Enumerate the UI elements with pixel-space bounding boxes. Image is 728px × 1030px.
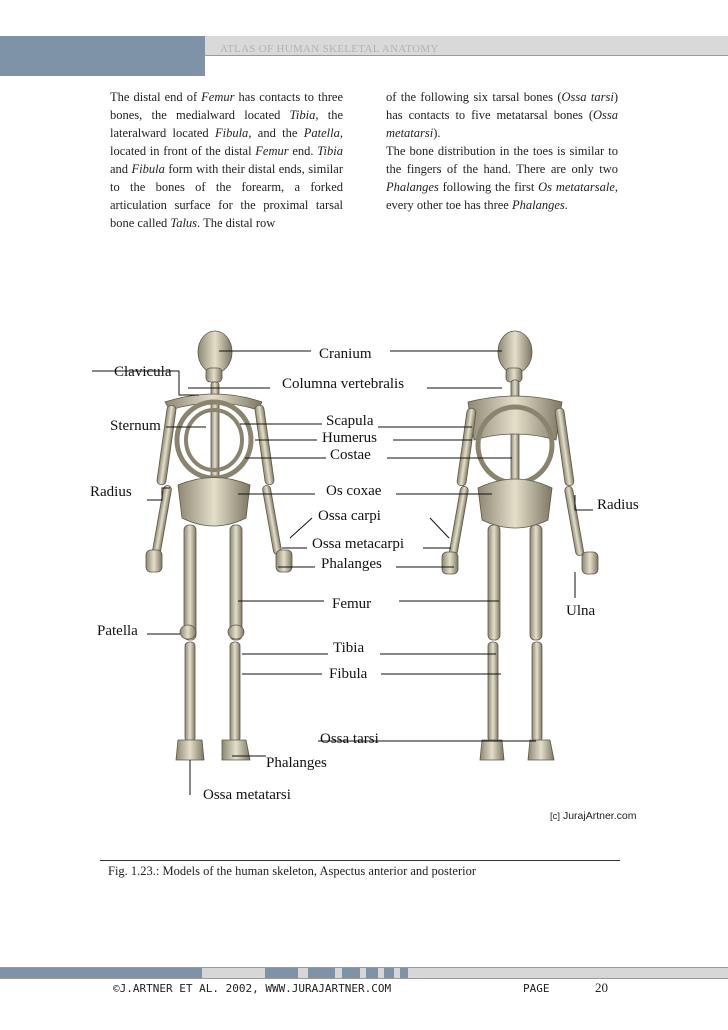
footer-block-1 (0, 968, 202, 978)
footer-block-2 (265, 968, 298, 978)
label-ulna: Ulna (566, 603, 596, 619)
image-copyright: [c] JurajArtner.com (550, 810, 637, 822)
label-fibula: Fibula (329, 666, 368, 682)
label-patella: Patella (97, 623, 138, 639)
label-sternum: Sternum (110, 418, 161, 434)
footer-block-3 (308, 968, 335, 978)
label-radius-anterior: Radius (90, 484, 132, 500)
footer-page-number: 20 (595, 980, 608, 995)
header-block (0, 36, 205, 76)
label-femur: Femur (332, 596, 372, 612)
label-os-coxae: Os coxae (326, 483, 382, 499)
footer-block-4 (342, 968, 360, 978)
label-ossa-tarsi: Ossa tarsi (320, 731, 379, 747)
label-columna-vertebralis: Columna vertebralis (282, 376, 405, 392)
footer-bar (0, 967, 728, 979)
figure-caption: Fig. 1.23.: Models of the human skeleton, Aspectus anterior and posterior (108, 864, 476, 878)
paragraph-toes: The bone distribution in the toes is similar to the fingers of the hand. There are only two Phalanges following the first Os metatarsale, every other toe has three Phalanges. (386, 144, 618, 212)
caption-rule (100, 860, 620, 861)
label-ossa-carpi: Ossa carpi (318, 508, 381, 524)
label-clavicula: Clavicula (114, 364, 172, 380)
text-column-left (110, 88, 343, 232)
skeleton-posterior (442, 331, 598, 760)
label-phalanges-hand: Phalanges (321, 556, 382, 572)
label-ossa-metatarsi: Ossa metatarsi (203, 787, 291, 803)
label-costae: Costae (330, 447, 371, 463)
paragraph-tarsi: of the following six tarsal bones (Ossa tarsi) has contacts to five metatarsal bones (Ossa metatarsi). (386, 90, 618, 140)
label-humerus: Humerus (322, 430, 377, 446)
header-bar (0, 36, 728, 76)
text-column-right (386, 88, 618, 214)
label-ossa-metacarpi: Ossa metacarpi (312, 536, 405, 552)
label-tibia: Tibia (333, 640, 365, 656)
label-cranium: Cranium (319, 346, 372, 362)
label-radius-posterior: Radius (597, 497, 639, 513)
skeleton-anterior (146, 331, 292, 760)
skeleton-illustration (90, 320, 690, 820)
label-phalanges-foot: Phalanges (266, 755, 327, 771)
footer-block-5 (366, 968, 378, 978)
paragraph-femur: The distal end of Femur has contacts to three bones, the medialward located Tibia, the lateralward located Fibula, and the Patella, located in front of the distal Femur end. Tibia and Fibula form with their distal ends, similar to the bones of the forearm, a forked articulation surface for the proximal tarsal bone called Talus. The distal row (110, 90, 343, 230)
footer-page-label: PAGE (523, 982, 550, 995)
footer-block-6 (384, 968, 394, 978)
label-scapula: Scapula (326, 413, 374, 429)
page-header-title: ATLAS OF HUMAN SKELETAL ANATOMY (220, 43, 439, 55)
footer-copyright: ©J.ARTNER ET AL. 2002, WWW.JURAJARTNER.COM (113, 982, 392, 995)
footer-block-7 (400, 968, 408, 978)
